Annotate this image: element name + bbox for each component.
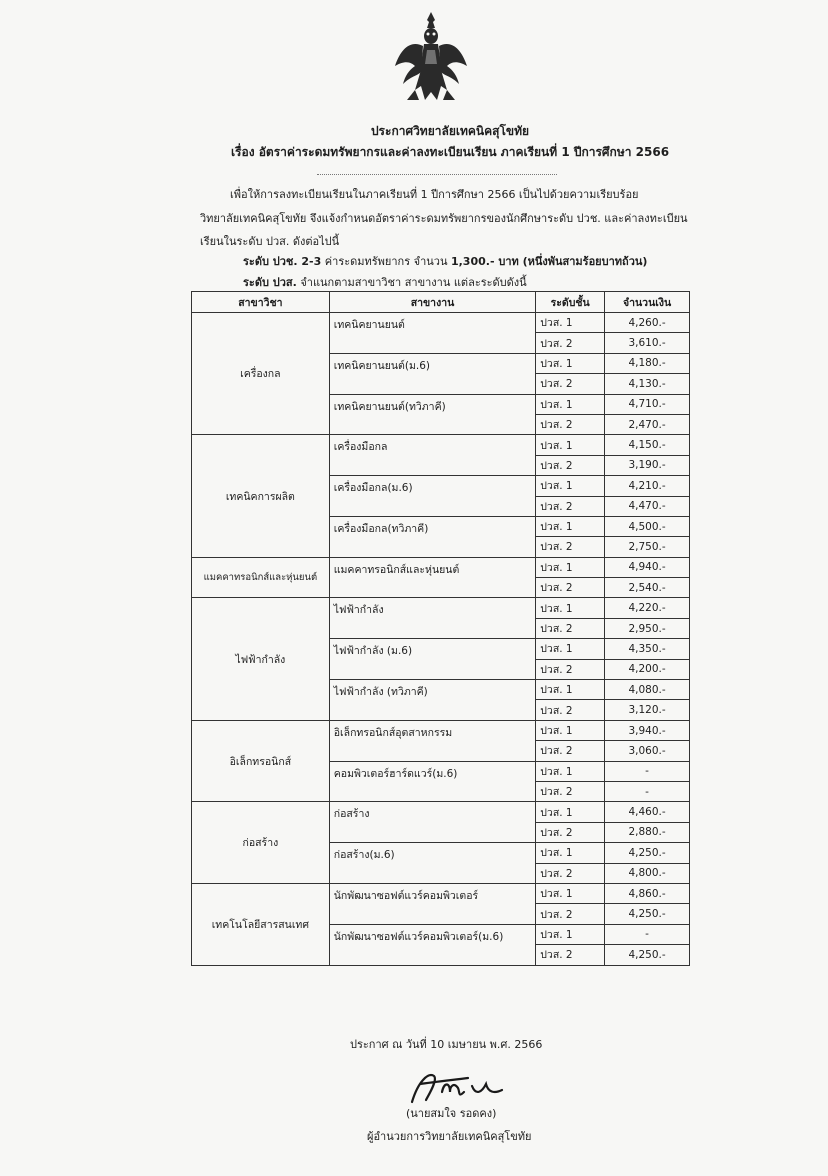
level-cell: ปวส. 1	[536, 313, 605, 333]
level-cell: ปวส. 1	[536, 598, 605, 618]
specialty-cell: เครื่องมือกล(ทวิภาคี)	[329, 516, 536, 557]
level-pvc-prefix: ระดับ ปวช. 2-3	[243, 255, 322, 268]
level-cell: ปวส. 2	[536, 333, 605, 353]
amount-cell: 4,940.-	[605, 557, 690, 577]
level-cell: ปวส. 2	[536, 414, 605, 434]
intro-line-1: เพื่อให้การลงทะเบียนเรียนในภาคเรียนที่ 1 ปีการศึกษา 2566 เป็นไปด้วยความเรียบร้อย	[230, 188, 639, 201]
level-cell: ปวส. 1	[536, 557, 605, 577]
amount-cell: 3,190.-	[605, 455, 690, 475]
specialty-cell: เทคนิคยานยนต์(ม.6)	[329, 353, 536, 394]
amount-cell: 3,610.-	[605, 333, 690, 353]
specialty-cell: ไฟฟ้ากำลัง (ม.6)	[329, 639, 536, 680]
major-cell: อิเล็กทรอนิกส์	[192, 720, 330, 802]
specialty-cell: ไฟฟ้ากำลัง	[329, 598, 536, 639]
amount-cell: 4,710.-	[605, 394, 690, 414]
signature-mark	[398, 1062, 504, 1106]
specialty-cell: เทคนิคยานยนต์	[329, 313, 536, 354]
level-cell: ปวส. 2	[536, 659, 605, 679]
level-pvs-line	[243, 273, 527, 291]
table-row	[192, 557, 690, 577]
level-cell: ปวส. 2	[536, 455, 605, 475]
signer-name: (นายสมใจ รอดคง)	[406, 1107, 497, 1120]
intro-paragraph	[200, 183, 700, 254]
specialty-cell: แมคคาทรอนิกส์และหุ่นยนต์	[329, 557, 536, 598]
amount-cell: 4,800.-	[605, 863, 690, 883]
specialty-cell: ไฟฟ้ากำลัง (ทวิภาคี)	[329, 680, 536, 721]
amount-cell: -	[605, 924, 690, 944]
specialty-cell: ก่อสร้าง	[329, 802, 536, 843]
level-pvs-text: จำแนกตามสาขาวิชา สาขางาน แต่ละระดับดังนี้	[296, 276, 527, 289]
specialty-cell: นักพัฒนาซอฟต์แวร์คอมพิวเตอร์(ม.6)	[329, 924, 536, 965]
major-cell: ก่อสร้าง	[192, 802, 330, 884]
amount-cell: 3,060.-	[605, 741, 690, 761]
level-cell: ปวส. 1	[536, 394, 605, 414]
level-cell: ปวส. 1	[536, 843, 605, 863]
level-cell: ปวส. 2	[536, 904, 605, 924]
level-cell: ปวส. 1	[536, 353, 605, 373]
amount-cell: 4,180.-	[605, 353, 690, 373]
level-cell: ปวส. 1	[536, 883, 605, 903]
table-row	[192, 720, 690, 740]
level-cell: ปวส. 1	[536, 720, 605, 740]
level-pvc-line	[243, 252, 647, 270]
amount-cell: 2,950.-	[605, 618, 690, 638]
level-cell: ปวส. 2	[536, 863, 605, 883]
level-cell: ปวส. 1	[536, 516, 605, 536]
table-row	[192, 883, 690, 903]
amount-cell: 4,260.-	[605, 313, 690, 333]
amount-cell: -	[605, 781, 690, 801]
level-pvc-amount: 1,300.- บาท (หนึ่งพันสามร้อยบาทถ้วน)	[450, 255, 648, 268]
specialty-cell: เครื่องมือกล	[329, 435, 536, 476]
major-cell: เครื่องกล	[192, 313, 330, 435]
level-cell: ปวส. 1	[536, 924, 605, 944]
major-cell: แมคคาทรอนิกส์และหุ่นยนต์	[192, 557, 330, 598]
table-row	[192, 435, 690, 455]
level-cell: ปวส. 2	[536, 374, 605, 394]
level-cell: ปวส. 2	[536, 781, 605, 801]
signer-title: ผู้อำนวยการวิทยาลัยเทคนิคสุโขทัย	[367, 1130, 532, 1143]
header-specialty: สาขางาน	[329, 292, 536, 313]
table-row	[192, 598, 690, 618]
amount-cell: 4,860.-	[605, 883, 690, 903]
garuda-emblem-icon	[393, 10, 469, 106]
specialty-cell: เครื่องมือกล(ม.6)	[329, 476, 536, 517]
table-header-row	[192, 292, 690, 313]
fee-table	[191, 291, 690, 966]
level-cell: ปวส. 1	[536, 639, 605, 659]
level-cell: ปวส. 2	[536, 618, 605, 638]
amount-cell: 4,150.-	[605, 435, 690, 455]
level-cell: ปวส. 2	[536, 578, 605, 598]
level-cell: ปวส. 1	[536, 680, 605, 700]
level-cell: ปวส. 1	[536, 761, 605, 781]
amount-cell: 3,940.-	[605, 720, 690, 740]
amount-cell: 4,250.-	[605, 945, 690, 965]
fee-table-body	[192, 313, 690, 966]
specialty-cell: ก่อสร้าง(ม.6)	[329, 843, 536, 884]
major-cell: ไฟฟ้ากำลัง	[192, 598, 330, 720]
level-cell: ปวส. 2	[536, 945, 605, 965]
level-cell: ปวส. 1	[536, 476, 605, 496]
header-amount: จำนวนเงิน	[605, 292, 690, 313]
amount-cell: 3,120.-	[605, 700, 690, 720]
level-cell: ปวส. 2	[536, 700, 605, 720]
intro-line-3: เรียนในระดับ ปวส. ดังต่อไปนี้	[200, 235, 340, 248]
amount-cell: 4,130.-	[605, 374, 690, 394]
level-cell: ปวส. 1	[536, 802, 605, 822]
major-cell: เทคโนโลยีสารสนเทศ	[192, 883, 330, 965]
level-pvc-text: ค่าระดมทรัพยากร จำนวน	[321, 255, 451, 268]
announcement-subject: เรื่อง อัตราค่าระดมทรัพยากรและค่าลงทะเบียนเรียน ภาคเรียนที่ 1 ปีการศึกษา 2566	[230, 145, 670, 159]
table-row	[192, 802, 690, 822]
amount-cell: 2,470.-	[605, 414, 690, 434]
intro-line-2: วิทยาลัยเทคนิคสุโขทัย จึงแจ้งกำหนดอัตราค่าระดมทรัพยากรของนักศึกษาระดับ ปวช. และค่าลงทะเบียน	[200, 211, 688, 225]
specialty-cell: นักพัฒนาซอฟต์แวร์คอมพิวเตอร์	[329, 883, 536, 924]
title-divider	[317, 174, 557, 175]
level-cell: ปวส. 2	[536, 537, 605, 557]
specialty-cell: อิเล็กทรอนิกส์อุตสาหกรรม	[329, 720, 536, 761]
amount-cell: 2,880.-	[605, 822, 690, 842]
amount-cell: 4,460.-	[605, 802, 690, 822]
level-cell: ปวส. 2	[536, 741, 605, 761]
amount-cell: 4,250.-	[605, 904, 690, 924]
amount-cell: 4,080.-	[605, 680, 690, 700]
amount-cell: 2,750.-	[605, 537, 690, 557]
header-level: ระดับชั้น	[536, 292, 605, 313]
amount-cell: 4,470.-	[605, 496, 690, 516]
amount-cell: 4,250.-	[605, 843, 690, 863]
amount-cell: 4,200.-	[605, 659, 690, 679]
announcement-title: ประกาศวิทยาลัยเทคนิคสุโขทัย	[370, 124, 530, 138]
amount-cell: 4,220.-	[605, 598, 690, 618]
amount-cell: 4,500.-	[605, 516, 690, 536]
announcement-date: ประกาศ ณ วันที่ 10 เมษายน พ.ศ. 2566	[350, 1038, 543, 1051]
amount-cell: 4,210.-	[605, 476, 690, 496]
header-major: สาขาวิชา	[192, 292, 330, 313]
level-cell: ปวส. 1	[536, 435, 605, 455]
specialty-cell: คอมพิวเตอร์ฮาร์ดแวร์(ม.6)	[329, 761, 536, 802]
amount-cell: 4,350.-	[605, 639, 690, 659]
level-cell: ปวส. 2	[536, 822, 605, 842]
major-cell: เทคนิคการผลิต	[192, 435, 330, 557]
amount-cell: -	[605, 761, 690, 781]
level-cell: ปวส. 2	[536, 496, 605, 516]
level-pvs-prefix: ระดับ ปวส.	[243, 276, 297, 289]
table-row	[192, 313, 690, 333]
amount-cell: 2,540.-	[605, 578, 690, 598]
specialty-cell: เทคนิคยานยนต์(ทวิภาคี)	[329, 394, 536, 435]
